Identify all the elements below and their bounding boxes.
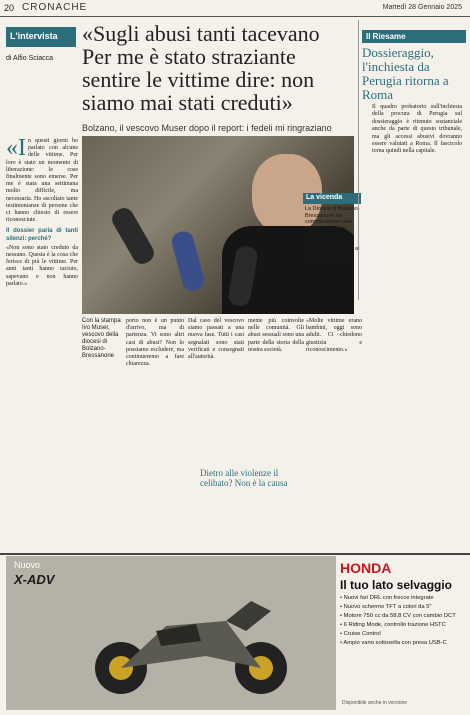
question: Il dossier parla di tanti silenzi: perché? bbox=[6, 228, 78, 242]
dropcap: «I bbox=[6, 135, 26, 161]
sidebar-kicker: Il Riesame bbox=[362, 30, 466, 43]
article-column-3: Dal caso del vescovo siamo passati a una nuova fase. Tutti i casi segnalati sono stati verificati e consegnati all'autorità. bbox=[188, 318, 244, 361]
ad-model: X-ADV bbox=[14, 572, 55, 587]
subhead: Bolzano, il vescovo Muser dopo il report: i fedeli mi ringraziano bbox=[82, 123, 332, 133]
sidebar-title: Dossieraggio, l'inchiesta da Perugia ritorna a Roma bbox=[362, 45, 449, 102]
ad-nuovo: Nuovo bbox=[14, 560, 41, 570]
col1-text: n questi giorni ho parlato con alcune delle vittime. Per loro è stato un momento di liberazione: le cose finalmente sono emerse. Per me è stata una settimana molto difficile, ma necessaria. Ho ascoltato tante testimonianze di persone che ci hanno chiesto di essere riconosciute. bbox=[6, 138, 78, 224]
dateline: Martedì 28 Gennaio 2025 bbox=[382, 4, 462, 11]
vicenda-text: La Diocesi di Bolzano-Bressanone ha commissionato allo studio Westpfahl Spilker Wastl di Monaco un'indagine sugli abusi dal 1964 al 2023. Le vittime accertate sono 75. bbox=[305, 206, 360, 265]
brand-logo: HONDA bbox=[340, 560, 392, 576]
photo-caption: Con la stampa Ivo Muser, vescovo della diocesi di Bolzano-Bressanone bbox=[82, 318, 121, 359]
microphone-icon bbox=[170, 229, 207, 293]
ad-feature: • Nuovi fari DRL con frecce integrate bbox=[340, 595, 434, 601]
ad-tagline: Il tuo lato selvaggio bbox=[340, 578, 453, 592]
ad-image bbox=[6, 556, 336, 710]
page-number: 20 bbox=[4, 3, 15, 13]
ad-feature: • Ampio vano sottosella con presa USB-C bbox=[340, 640, 447, 646]
ad-feature: • Nuovo schermo TFT a colori da 5" bbox=[340, 604, 432, 610]
ad-feature-list bbox=[340, 594, 468, 648]
motorcycle-image bbox=[76, 586, 306, 696]
byline: di Alfio Sciacca bbox=[6, 55, 54, 62]
article-column-5: «Molte vittime erano bambini, oggi sono adulti. Ci chiedono giustizia e riconoscimento.» bbox=[306, 318, 362, 353]
pull-quote: Dietro alle violenze il celibato? Non è la causa bbox=[200, 468, 288, 488]
article-column-2: porto non è un punto d'arrivo, ma di partenza. Vi sono altri casi di abusi? Non lo possiamo escludere, ma continueremo a fare chiarezza. bbox=[126, 318, 184, 368]
ad-footer: Disponibile anche in versione bbox=[342, 700, 408, 706]
article-column-1 bbox=[6, 135, 78, 288]
ad-feature: • Motore 750 cc da 58,8 CV con cambio DCT bbox=[340, 613, 456, 619]
article-column-4: mente più coinvolte nelle comunità. Gli abusi sessuali sono una parte della storia della nostra società. bbox=[248, 318, 304, 353]
col1-answer: «Non sono stato creduto da nessuno. Questa è la cosa che ferisce di più le vittime. Per anni tanti hanno taciuto, sapevano e non hanno parlato.» bbox=[6, 244, 78, 287]
article-kicker: L'intervista bbox=[6, 27, 76, 47]
headline: «Sugli abusi tanti tacevano Per me è stato straziante sentire le vittime dire: non siamo mai stati creduti» bbox=[82, 21, 320, 115]
ad-feature: • Cruise Control bbox=[340, 631, 381, 637]
sidebar-text: Il quadro probatorio sull'inchiesta della procura di Perugia sul dossieraggio è ritenuto sostanziale anche da parte di questo tribunale, ma gli accessi abusivi dovranno essere valutati a Roma. Il fascicolo torna quindi nella capitale. bbox=[372, 104, 462, 155]
section-label: CRONACHE bbox=[22, 2, 88, 13]
vicenda-kicker: La vicenda bbox=[303, 193, 361, 204]
ad-feature: • 6 Riding Mode, controllo trazione HSTC bbox=[340, 622, 446, 628]
microphone-icon bbox=[108, 205, 157, 268]
